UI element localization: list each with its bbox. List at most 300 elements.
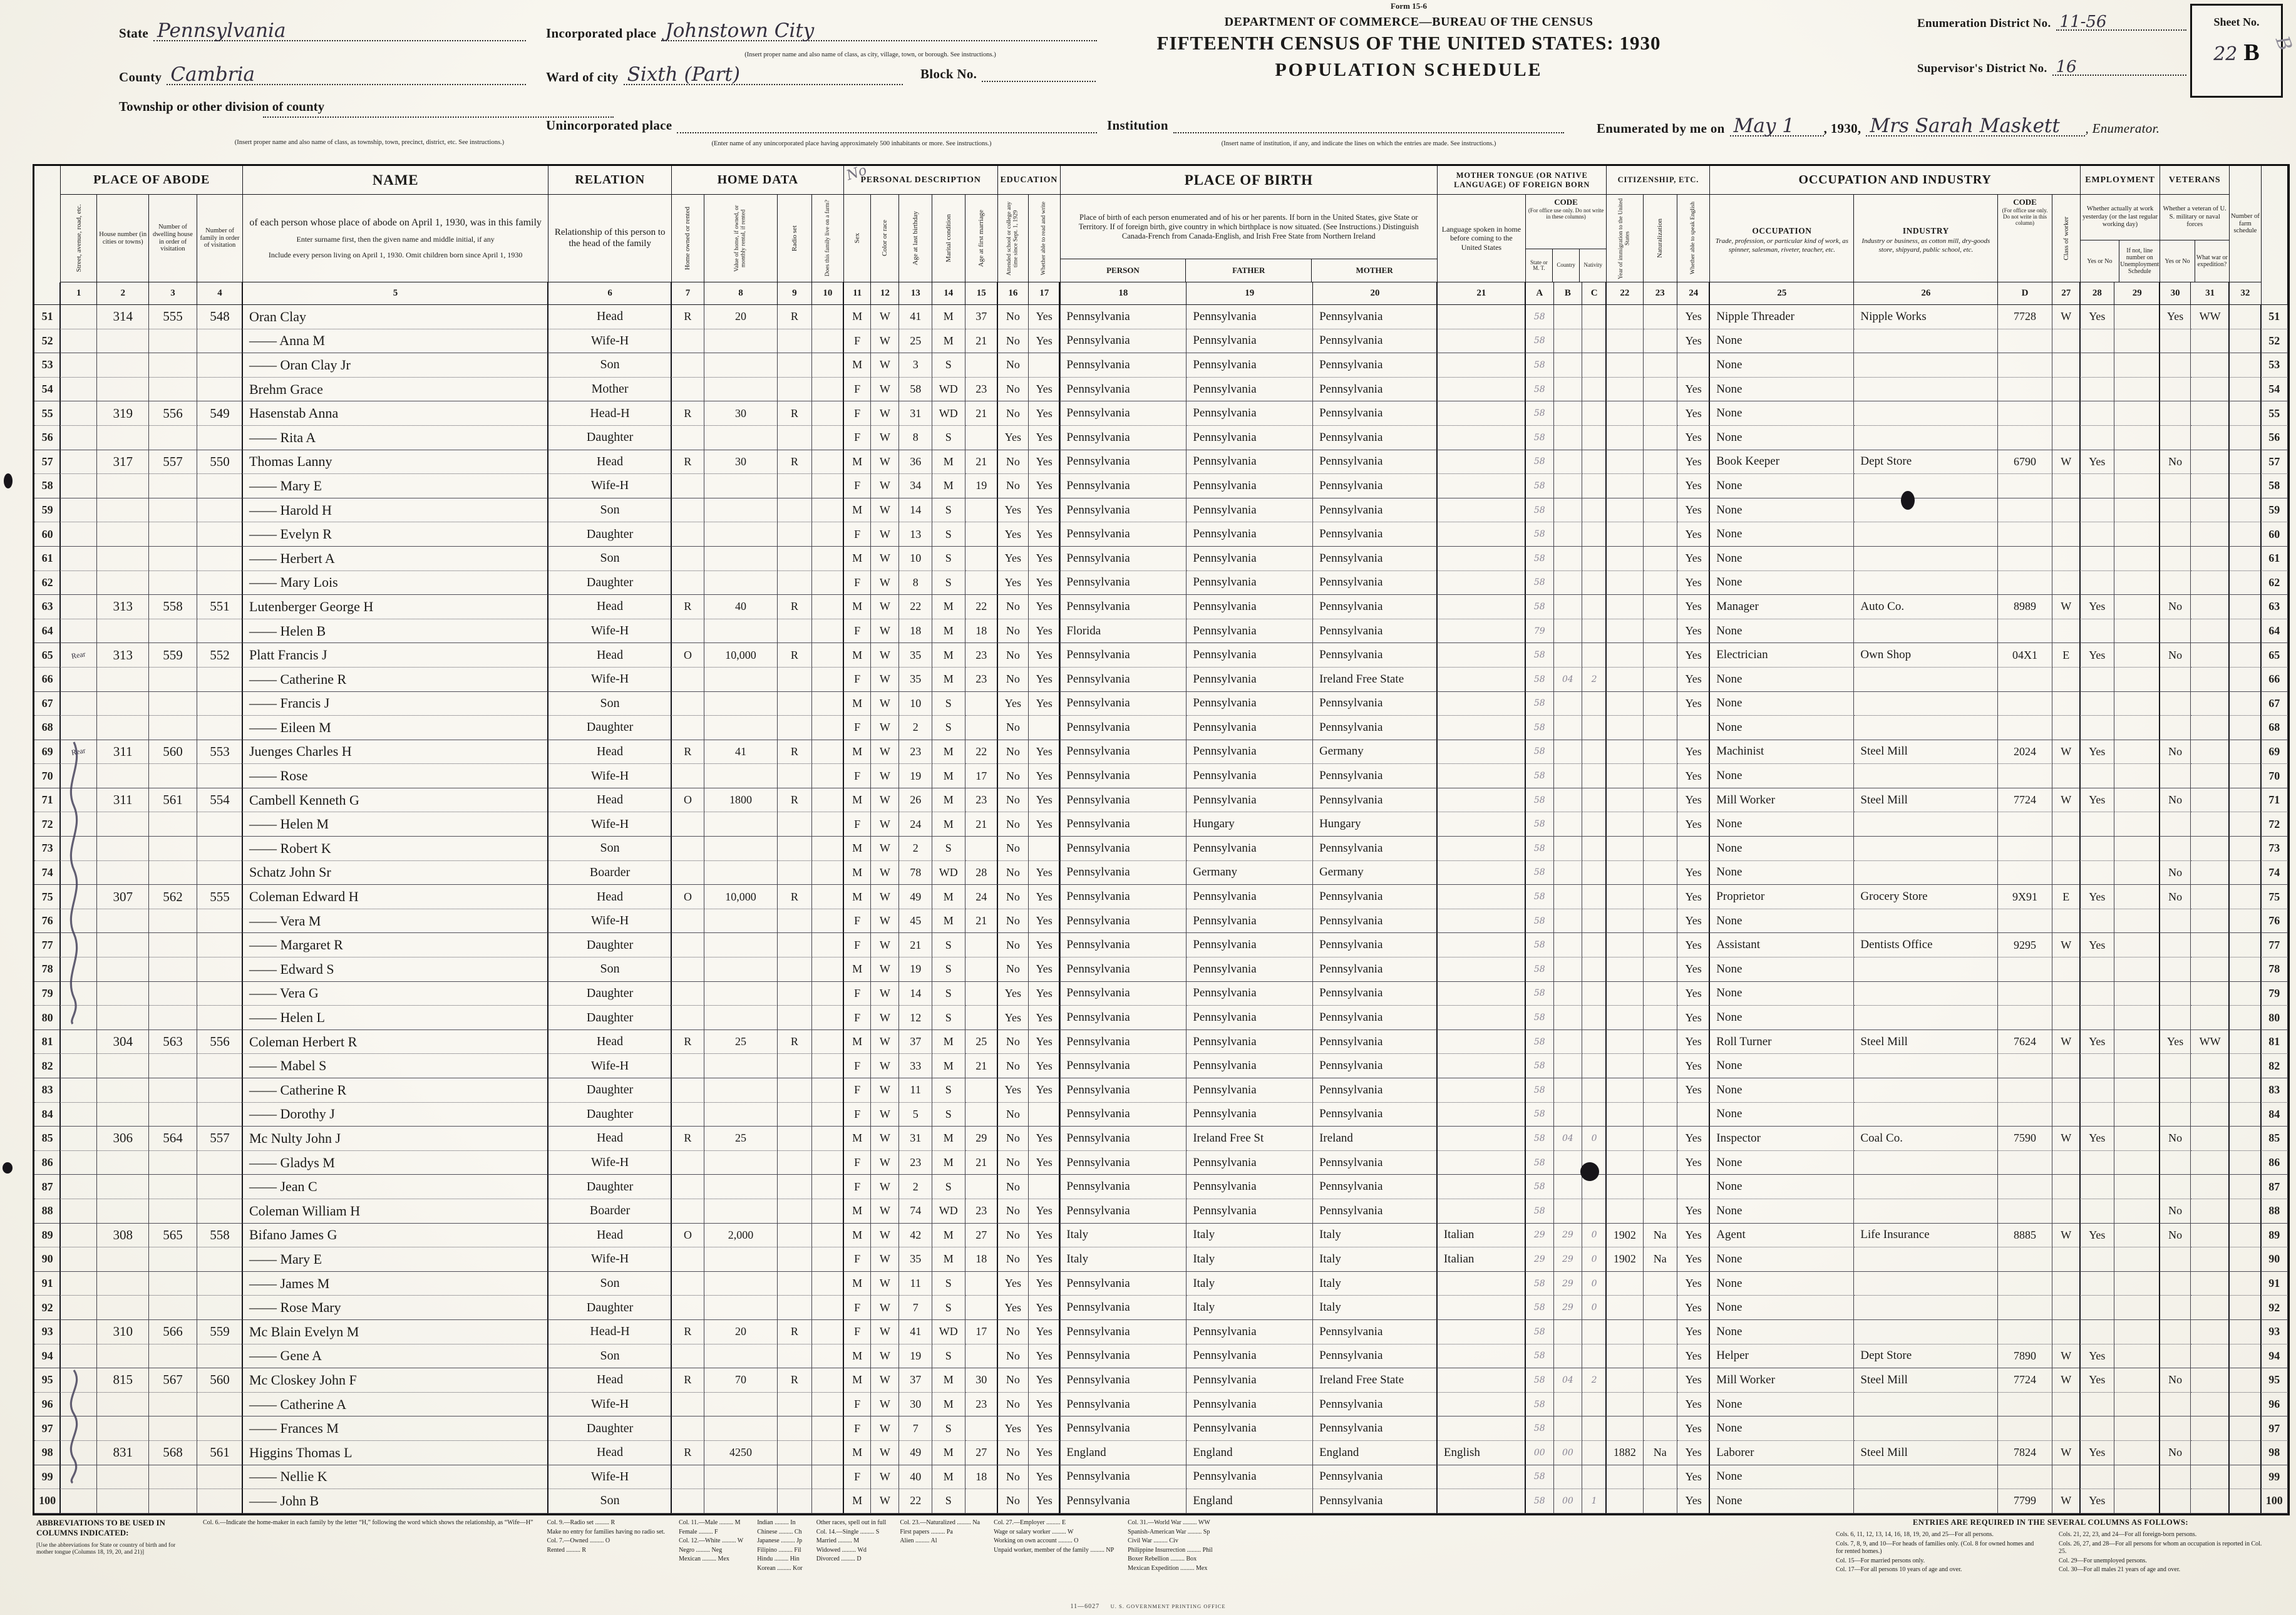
cell-line86-oc: None: [1709, 1151, 1854, 1175]
cell-line89-pm: Italy: [1313, 1224, 1438, 1248]
cell-line66-lg: [1436, 668, 1526, 692]
cell-line71-lg: [1436, 788, 1526, 813]
cell-line76-cb: [1554, 909, 1582, 934]
cell-line68-sc: No: [997, 716, 1029, 740]
cell-line96-rc: W: [871, 1393, 899, 1417]
cell-line80-v: [704, 1006, 778, 1030]
cell-line89-wr: [2191, 1224, 2230, 1248]
cell-line89-pp: Italy: [1059, 1224, 1187, 1248]
cell-line91-ca: 58: [1525, 1272, 1554, 1296]
cell-line74-ra: [778, 861, 811, 885]
cell-line84-im: [1605, 1103, 1643, 1127]
cell-line54-lg: [1436, 378, 1526, 402]
cell-line68-cl: [2052, 716, 2081, 740]
cell-line60-r: Daughter: [547, 522, 672, 547]
cell-line75-ms: M: [932, 885, 965, 909]
column-industry: INDUSTRY Industry or business, as cotton mill, dry-goods store, shipyard, public school, etc.: [1854, 195, 1998, 282]
cell-line95-fa: [812, 1368, 845, 1393]
cell-line93-im: [1605, 1320, 1643, 1344]
cell-line99-u: [2114, 1465, 2160, 1490]
cell-line63-oc: Manager: [1709, 595, 1854, 619]
cell-line88-f: [197, 1199, 243, 1224]
column-number-10: 10: [812, 282, 845, 305]
abbrev-group-2: Col. 9.—Radio set ......... R Make no entry for families having no radio set. Col. 7.—Owned ......... O Rented ......... R: [547, 1519, 666, 1554]
cell-line98-in: Steel Mill: [1854, 1441, 1998, 1465]
cell-line66-fs: [2228, 668, 2262, 692]
form-number: Form 15-6: [1390, 1, 1428, 11]
cell-line97-en: Yes: [1677, 1416, 1711, 1441]
cell-line65-ln: 65: [34, 643, 61, 668]
ward-value: Sixth (Part): [624, 66, 903, 85]
cell-line68-oc: None: [1709, 716, 1854, 740]
cell-line53-wr: [2191, 353, 2230, 378]
cell-line88-fs: [2228, 1199, 2262, 1224]
cell-line55-u: [2114, 401, 2160, 426]
cell-line67-im: [1605, 692, 1643, 716]
pencil-annotation-no: No: [844, 162, 869, 184]
section-occupation-industry: OCCUPATION AND INDUSTRY: [1710, 166, 2080, 195]
cell-line72-fa: [812, 812, 845, 837]
cell-line61-pp: Pennsylvania: [1059, 547, 1187, 571]
cell-line60-ag: 13: [899, 522, 932, 547]
cell-line73-oc: None: [1709, 837, 1854, 861]
cell-line100-cl: W: [2052, 1489, 2081, 1514]
cell-line86-en: Yes: [1677, 1151, 1711, 1175]
cell-line51-im: [1605, 305, 1643, 329]
cell-line96-f: [197, 1393, 243, 1417]
cell-line92-lnr: 92: [2260, 1296, 2288, 1320]
cell-line77-fs: [2228, 933, 2262, 957]
cell-line92-fa: [812, 1296, 845, 1320]
cell-line89-ag: 42: [899, 1224, 932, 1248]
cell-line70-vt: [2159, 764, 2191, 788]
cell-line76-h: [97, 909, 149, 934]
cell-line73-ms: S: [932, 837, 965, 861]
county-field: County Cambria: [119, 66, 526, 85]
cell-line53-oc: None: [1709, 353, 1854, 378]
cell-line57-cb: [1554, 450, 1582, 475]
cell-line81-am: 25: [965, 1030, 999, 1055]
cell-line88-ms: WD: [932, 1199, 965, 1224]
cell-line62-w: [2079, 571, 2115, 596]
cell-line69-sx: M: [843, 740, 871, 765]
cell-line88-sx: M: [843, 1199, 871, 1224]
cell-line68-ra: [778, 716, 811, 740]
cell-line63-lg: [1436, 595, 1526, 619]
cell-line68-st: [59, 716, 97, 740]
cell-line70-ra: [778, 764, 811, 788]
cell-line95-lg: [1436, 1368, 1526, 1393]
cell-line70-h: [97, 764, 149, 788]
cell-line95-rw: Yes: [1029, 1368, 1061, 1393]
column-number-32: 32: [2228, 282, 2262, 305]
cell-line87-vt: [2159, 1175, 2191, 1199]
cell-line58-d: [149, 474, 197, 498]
cell-line99-oc: None: [1709, 1465, 1854, 1490]
cell-line84-n: —— Dorothy J: [242, 1103, 548, 1127]
cell-line51-lnr: 51: [2260, 305, 2288, 329]
cell-line54-in: [1854, 378, 1998, 402]
cell-line95-v: 70: [704, 1368, 778, 1393]
cell-line59-h: [97, 498, 149, 523]
cell-line58-lg: [1436, 474, 1526, 498]
cell-line96-o: [671, 1393, 704, 1417]
cell-line79-v: [704, 982, 778, 1006]
cell-line66-in: [1854, 668, 1998, 692]
cell-line52-rc: W: [871, 329, 899, 354]
cell-line78-pm: Pennsylvania: [1313, 957, 1438, 982]
cell-line59-w: [2079, 498, 2115, 523]
cell-line84-ag: 5: [899, 1103, 932, 1127]
column-relation-description: Relationship of this person to the head of the family: [548, 195, 672, 282]
cell-line54-oc: None: [1709, 378, 1854, 402]
cell-line87-o: [671, 1175, 704, 1199]
cell-line74-ca: 58: [1525, 861, 1554, 885]
column-number-23: 23: [1644, 282, 1677, 305]
cell-line78-cc: [1582, 957, 1607, 982]
cell-line70-cc: [1582, 764, 1607, 788]
cell-line58-cl: [2052, 474, 2081, 498]
cell-line62-rc: W: [871, 571, 899, 596]
cell-line76-u: [2114, 909, 2160, 934]
cell-line96-cd: [1998, 1393, 2052, 1417]
cell-line82-vt: [2159, 1054, 2191, 1078]
column-dwelling-number: Number of dwelling house in order of visitation: [149, 195, 197, 282]
cell-line97-ln: 97: [34, 1416, 61, 1441]
cell-line84-am: [965, 1103, 999, 1127]
cell-line80-na: [1644, 1006, 1677, 1030]
cell-line83-ra: [778, 1078, 811, 1103]
cell-line68-w: [2079, 716, 2115, 740]
cell-line86-ca: 58: [1525, 1151, 1554, 1175]
cell-line71-cc: [1582, 788, 1607, 813]
cell-line98-h: 831: [97, 1441, 149, 1465]
cell-line76-lnr: 76: [2260, 909, 2288, 934]
cell-line57-ln: 57: [34, 450, 61, 475]
cell-line100-d: [149, 1489, 197, 1514]
cell-line65-na: [1644, 643, 1677, 668]
section-employment: EMPLOYMENT: [2081, 166, 2161, 195]
cell-line81-st: [59, 1030, 97, 1055]
cell-line60-vt: [2159, 522, 2191, 547]
cell-line57-rc: W: [871, 450, 899, 475]
cell-line88-cl: [2052, 1199, 2081, 1224]
cell-line84-pf: Pennsylvania: [1187, 1103, 1313, 1127]
cell-line56-cl: [2052, 426, 2081, 450]
cell-line71-pp: Pennsylvania: [1059, 788, 1187, 813]
cell-line98-cl: W: [2052, 1441, 2081, 1465]
cell-line96-d: [149, 1393, 197, 1417]
cell-line92-sc: Yes: [997, 1296, 1029, 1320]
cell-line88-lg: [1436, 1199, 1526, 1224]
cell-line100-lnr: 100: [2260, 1489, 2288, 1514]
cell-line84-fs: [2228, 1103, 2262, 1127]
cell-line61-lg: [1436, 547, 1526, 571]
cell-line55-cd: [1998, 401, 2052, 426]
cell-line58-u: [2114, 474, 2160, 498]
cell-line90-oc: None: [1709, 1247, 1854, 1272]
cell-line57-lg: [1436, 450, 1526, 475]
cell-line80-pf: Pennsylvania: [1187, 1006, 1313, 1030]
cell-line57-ra: R: [778, 450, 811, 475]
column-number-27: 27: [2052, 282, 2081, 305]
cell-line100-f: [197, 1489, 243, 1514]
cell-line89-rc: W: [871, 1224, 899, 1248]
cell-line75-pp: Pennsylvania: [1059, 885, 1187, 909]
unincorporated-field: Unincorporated place: [546, 118, 1097, 133]
cell-line96-rw: Yes: [1029, 1393, 1061, 1417]
cell-line51-pm: Pennsylvania: [1313, 305, 1438, 329]
cell-line81-ms: M: [932, 1030, 965, 1055]
cell-line78-lg: [1436, 957, 1526, 982]
cell-line51-st: [59, 305, 97, 329]
cell-line71-pm: Pennsylvania: [1313, 788, 1438, 813]
cell-line91-am: [965, 1272, 999, 1296]
cell-line90-rc: W: [871, 1247, 899, 1272]
cell-line61-sc: Yes: [997, 547, 1029, 571]
cell-line69-st: Rear: [59, 740, 97, 765]
ink-blot: [1580, 1162, 1599, 1181]
cell-line89-oc: Agent: [1709, 1224, 1854, 1248]
cell-line87-fa: [812, 1175, 845, 1199]
cell-line94-rc: W: [871, 1344, 899, 1369]
cell-line76-na: [1644, 909, 1677, 934]
cell-line81-f: 556: [197, 1030, 243, 1055]
cell-line89-cl: W: [2052, 1224, 2081, 1248]
cell-line90-u: [2114, 1247, 2160, 1272]
cell-line87-lg: [1436, 1175, 1526, 1199]
cell-line54-lnr: 54: [2260, 378, 2288, 402]
cell-line69-ms: M: [932, 740, 965, 765]
cell-line96-en: Yes: [1677, 1393, 1711, 1417]
cell-line94-st: [59, 1344, 97, 1369]
cell-line82-pm: Pennsylvania: [1313, 1054, 1438, 1078]
cell-line98-pm: England: [1313, 1441, 1438, 1465]
cell-line92-ag: 7: [899, 1296, 932, 1320]
cell-line72-pf: Hungary: [1187, 812, 1313, 837]
cell-line51-cc: [1582, 305, 1607, 329]
cell-line68-rc: W: [871, 716, 899, 740]
cell-line65-v: 10,000: [704, 643, 778, 668]
cell-line96-lg: [1436, 1393, 1526, 1417]
cell-line89-v: 2,000: [704, 1224, 778, 1248]
cell-line77-r: Daughter: [547, 933, 672, 957]
cell-line88-en: Yes: [1677, 1199, 1711, 1224]
cell-line94-u: [2114, 1344, 2160, 1369]
cell-line74-v: [704, 861, 778, 885]
cell-line89-en: Yes: [1677, 1224, 1711, 1248]
cell-line63-ln: 63: [34, 595, 61, 619]
cell-line70-rw: Yes: [1029, 764, 1061, 788]
cell-line88-n: Coleman William H: [242, 1199, 548, 1224]
cell-line71-wr: [2191, 788, 2230, 813]
cell-line84-wr: [2191, 1103, 2230, 1127]
cell-line75-d: 562: [149, 885, 197, 909]
cell-line97-oc: None: [1709, 1416, 1854, 1441]
cell-line90-pm: Italy: [1313, 1247, 1438, 1272]
cell-line84-en: [1677, 1103, 1711, 1127]
cell-line84-st: [59, 1103, 97, 1127]
cell-line73-ca: 58: [1525, 837, 1554, 861]
column-employment-block: Whether actually at work yesterday (or the last regular working day) Yes or No If not, line number on Unemployment Schedule: [2081, 195, 2161, 282]
cell-line72-im: [1605, 812, 1643, 837]
cell-line88-lnr: 88: [2260, 1199, 2288, 1224]
cell-line83-n: —— Catherine R: [242, 1078, 548, 1103]
street-name-handwriting: [60, 738, 88, 1026]
cell-line55-rw: Yes: [1029, 401, 1061, 426]
cell-line81-pm: Pennsylvania: [1313, 1030, 1438, 1055]
cell-line93-ln: 93: [34, 1320, 61, 1344]
cell-line76-cc: [1582, 909, 1607, 934]
cell-line79-ln: 79: [34, 982, 61, 1006]
cell-line58-ln: 58: [34, 474, 61, 498]
cell-line81-n: Coleman Herbert R: [242, 1030, 548, 1055]
cell-line94-en: Yes: [1677, 1344, 1711, 1369]
cell-line54-pm: Pennsylvania: [1313, 378, 1438, 402]
cell-line85-st: [59, 1127, 97, 1151]
cell-line69-f: 553: [197, 740, 243, 765]
cell-line66-im: [1605, 668, 1643, 692]
cell-line94-oc: Helper: [1709, 1344, 1854, 1369]
cell-line78-cb: [1554, 957, 1582, 982]
cell-line82-f: [197, 1054, 243, 1078]
cell-line85-h: 306: [97, 1127, 149, 1151]
cell-line82-lg: [1436, 1054, 1526, 1078]
cell-line62-na: [1644, 571, 1677, 596]
cell-line70-am: 17: [965, 764, 999, 788]
cell-line86-o: [671, 1151, 704, 1175]
cell-line89-ms: M: [932, 1224, 965, 1248]
cell-line63-vt: No: [2159, 595, 2191, 619]
cell-line89-am: 27: [965, 1224, 999, 1248]
cell-line88-pf: Pennsylvania: [1187, 1199, 1313, 1224]
cell-line56-r: Daughter: [547, 426, 672, 450]
cell-line80-ca: 58: [1525, 1006, 1554, 1030]
cell-line87-u: [2114, 1175, 2160, 1199]
cell-line91-in: [1854, 1272, 1998, 1296]
abbrev-group-8: Col. 31.—World War ......... WW Spanish-American War ......... Sp Civil War ......... Civ Philippine Insurrection ......... Phil Boxer Rebellion ......... Box Mexican Expedition ......... Mex: [1128, 1519, 1213, 1572]
cell-line87-pf: Pennsylvania: [1187, 1175, 1313, 1199]
cell-line99-pf: Pennsylvania: [1187, 1465, 1313, 1490]
cell-line74-rw: Yes: [1029, 861, 1061, 885]
cell-line53-n: —— Oran Clay Jr: [242, 353, 548, 378]
cell-line77-u: [2114, 933, 2160, 957]
cell-line83-rc: W: [871, 1078, 899, 1103]
cell-line70-n: —— Rose: [242, 764, 548, 788]
cell-line70-cd: [1998, 764, 2052, 788]
cell-line69-w: Yes: [2079, 740, 2115, 765]
cell-line79-ag: 14: [899, 982, 932, 1006]
cell-line61-u: [2114, 547, 2160, 571]
cell-line76-in: [1854, 909, 1998, 934]
cell-line81-v: 25: [704, 1030, 778, 1055]
cell-line96-am: 23: [965, 1393, 999, 1417]
cell-line93-in: [1854, 1320, 1998, 1344]
incorporated-place-field: Incorporated place Johnstown City: [546, 23, 1097, 41]
cell-line89-in: Life Insurance: [1854, 1224, 1998, 1248]
cell-line52-u: [2114, 329, 2160, 354]
cell-line80-cb: [1554, 1006, 1582, 1030]
cell-line79-pp: Pennsylvania: [1059, 982, 1187, 1006]
cell-line61-st: [59, 547, 97, 571]
cell-line67-rc: W: [871, 692, 899, 716]
cell-line81-o: R: [671, 1030, 704, 1055]
cell-line75-am: 24: [965, 885, 999, 909]
cell-line92-pf: Italy: [1187, 1296, 1313, 1320]
cell-line88-na: [1644, 1199, 1677, 1224]
cell-line68-ln: 68: [34, 716, 61, 740]
cell-line72-d: [149, 812, 197, 837]
cell-line67-ag: 10: [899, 692, 932, 716]
cell-line76-pm: Pennsylvania: [1313, 909, 1438, 934]
cell-line75-o: O: [671, 885, 704, 909]
cell-line54-pp: Pennsylvania: [1059, 378, 1187, 402]
cell-line95-cd: 7724: [1998, 1368, 2052, 1393]
cell-line60-ln: 60: [34, 522, 61, 547]
cell-line92-wr: [2191, 1296, 2230, 1320]
cell-line80-ln: 80: [34, 1006, 61, 1030]
cell-line81-oc: Roll Turner: [1709, 1030, 1854, 1055]
cell-line88-d: [149, 1199, 197, 1224]
cell-line51-d: 555: [149, 305, 197, 329]
census-title: FIFTEENTH CENSUS OF THE UNITED STATES: 1930: [1156, 32, 1661, 54]
cell-line88-ln: 88: [34, 1199, 61, 1224]
cell-line64-wr: [2191, 619, 2230, 644]
cell-line51-pp: Pennsylvania: [1059, 305, 1187, 329]
cell-line87-st: [59, 1175, 97, 1199]
column-number-18: 18: [1059, 282, 1187, 305]
cell-line71-w: Yes: [2079, 788, 2115, 813]
cell-line85-na: [1644, 1127, 1677, 1151]
cell-line71-h: 311: [97, 788, 149, 813]
cell-line97-rw: Yes: [1029, 1416, 1061, 1441]
cell-line58-ag: 34: [899, 474, 932, 498]
cell-line52-lg: [1436, 329, 1526, 354]
column-read-write: Whether able to read and write: [1029, 195, 1061, 282]
cell-line71-cl: W: [2052, 788, 2081, 813]
cell-line97-cd: [1998, 1416, 2052, 1441]
cell-line73-im: [1605, 837, 1643, 861]
cell-line64-im: [1605, 619, 1643, 644]
column-number-30: 30: [2159, 282, 2191, 305]
cell-line56-pp: Pennsylvania: [1059, 426, 1187, 450]
cell-line66-cl: [2052, 668, 2081, 692]
cell-line86-d: [149, 1151, 197, 1175]
cell-line65-rw: Yes: [1029, 643, 1061, 668]
institution-value: [1173, 132, 1564, 133]
cell-line92-in: [1854, 1296, 1998, 1320]
cell-line89-ln: 89: [34, 1224, 61, 1248]
cell-line83-lg: [1436, 1078, 1526, 1103]
cell-line89-d: 565: [149, 1224, 197, 1248]
entries-group-1: Cols. 6, 11, 12, 13, 14, 16, 18, 19, 20, and 25—For all persons. Cols. 7, 8, 9, and 10—For heads of families only. (Col. 8 for owned homes and for rented homes.) Col. 15—For married persons only. Col. 17—For all persons 10 years of age and over.: [1836, 1531, 2034, 1573]
cell-line76-am: 21: [965, 909, 999, 934]
cell-line52-ln: 52: [34, 329, 61, 354]
cell-line82-n: —— Mabel S: [242, 1054, 548, 1078]
cell-line95-cl: W: [2052, 1368, 2081, 1393]
cell-line74-pp: Pennsylvania: [1059, 861, 1187, 885]
cell-line69-sc: No: [997, 740, 1029, 765]
cell-line82-d: [149, 1054, 197, 1078]
cell-line94-im: [1605, 1344, 1643, 1369]
cell-line55-in: [1854, 401, 1998, 426]
cell-line98-vt: No: [2159, 1441, 2191, 1465]
cell-line70-w: [2079, 764, 2115, 788]
cell-line87-lnr: 87: [2260, 1175, 2288, 1199]
cell-line85-n: Mc Nulty John J: [242, 1127, 548, 1151]
cell-line58-h: [97, 474, 149, 498]
cell-line70-f: [197, 764, 243, 788]
